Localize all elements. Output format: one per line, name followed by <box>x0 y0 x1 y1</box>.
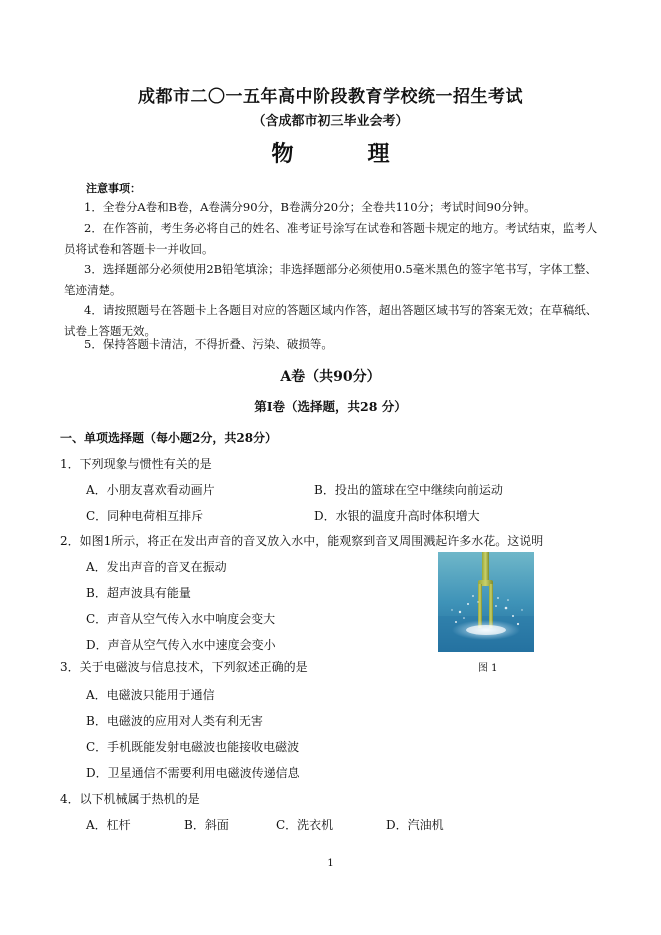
question-stem: 3．关于电磁波与信息技术，下列叙述正确的是 <box>60 660 308 674</box>
option: B．投出的篮球在空中继续向前运动 <box>314 483 503 497</box>
note-item: 1．全卷分A卷和B卷，A卷满分90分，B卷满分20分；全卷共110分；考试时间90分钟。 <box>84 200 536 214</box>
figure-label: 图 1 <box>478 663 498 674</box>
section-1-heading: 第Ⅰ卷（选择题，共28 分） <box>254 399 407 414</box>
question-stem: 2．如图1所示，将正在发出声音的音叉放入水中，能观察到音叉周围溅起许多水花。这说明 <box>60 534 544 548</box>
section-a-heading: A卷（共90分） <box>280 369 381 385</box>
option: C．同种电荷相互排斥 <box>86 509 204 523</box>
figure-tuning-fork-image <box>438 552 534 652</box>
option: D．声音从空气传入水中速度会变小 <box>86 638 276 652</box>
exam-title: 成都市二〇一五年高中阶段教育学校统一招生考试 <box>138 87 523 107</box>
page-number: 1 <box>327 858 334 869</box>
note-item: 2．在作答前，考生务必将自己的姓名、准考证号涂写在试卷和答题卡规定的地方。考试结束，监考人员将试卷和答题卡一并收回。 <box>64 221 598 256</box>
option: B．电磁波的应用对人类有利无害 <box>86 714 263 728</box>
notes-heading: 注意事项： <box>86 182 141 195</box>
option: A．小朋友喜欢看动画片 <box>86 483 215 497</box>
option: C．洗衣机 <box>276 818 334 832</box>
question-stem: 4．以下机械属于热机的是 <box>60 792 200 806</box>
option: D．卫星通信不需要利用电磁波传递信息 <box>86 766 300 780</box>
option: B．斜面 <box>184 818 229 832</box>
exam-subtitle: （含成都市初三毕业会考） <box>252 114 409 129</box>
note-item: 3．选择题部分必须使用2B铅笔填涂；非选择题部分必须使用0.5毫米黑色的签字笔书写，字体工整、笔迹清楚。 <box>64 262 597 297</box>
option: C．声音从空气传入水中响度会变大 <box>86 612 276 626</box>
note-item: 4．请按照题号在答题卡上各题目对应的答题区域内作答，超出答题区域书写的答案无效；在草稿纸、试卷上答题无效。 <box>64 303 598 338</box>
option: D．水银的温度升高时体积增大 <box>314 509 480 523</box>
option: A．发出声音的音叉在振动 <box>86 560 227 574</box>
option: B．超声波具有能量 <box>86 586 191 600</box>
note-item: 5．保持答题卡清洁，不得折叠、污染、破损等。 <box>84 337 333 351</box>
part-heading: 一、单项选择题（每小题2分，共28分） <box>60 431 278 445</box>
option: D．汽油机 <box>386 818 444 832</box>
option: A．电磁波只能用于通信 <box>86 688 215 702</box>
option: A．杠杆 <box>86 818 131 832</box>
question-stem: 1．下列现象与惯性有关的是 <box>60 457 212 471</box>
option: C．手机既能发射电磁波也能接收电磁波 <box>86 740 300 754</box>
subject-title: 物 理 <box>271 141 416 167</box>
